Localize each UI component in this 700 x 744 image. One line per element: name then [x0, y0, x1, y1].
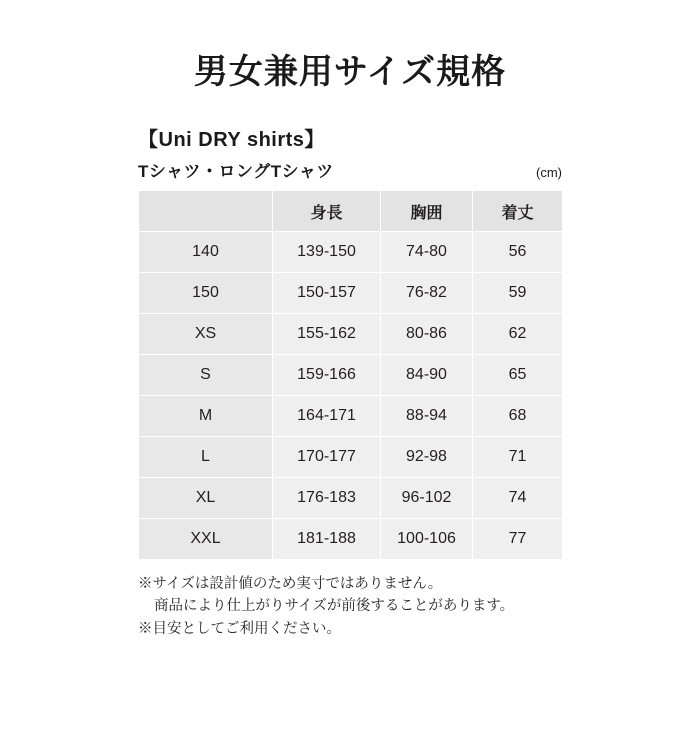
cell-size: XS — [139, 314, 273, 355]
size-chart-page — [0, 44, 700, 744]
cell-length: 74 — [473, 478, 563, 519]
note-line: ※目安としてご利用ください。 — [138, 620, 341, 637]
cell-height: 181-188 — [273, 519, 381, 560]
table-row — [139, 396, 563, 437]
cell-length: 68 — [473, 396, 563, 437]
cell-size: S — [139, 355, 273, 396]
cell-height: 159-166 — [273, 355, 381, 396]
notes — [138, 573, 562, 640]
cell-length: 62 — [473, 314, 563, 355]
cell-size: XL — [139, 478, 273, 519]
page-title: 男女兼用サイズ規格 — [193, 53, 507, 91]
table-row — [139, 437, 563, 478]
table-row — [139, 355, 563, 396]
cell-chest: 76-82 — [381, 273, 473, 314]
cell-size: 150 — [139, 273, 273, 314]
table-row — [139, 478, 563, 519]
cell-length: 59 — [473, 273, 563, 314]
table-row — [139, 314, 563, 355]
table-header — [139, 191, 563, 232]
column-header-chest: 胸囲 — [381, 191, 473, 232]
note-line: 商品により仕上がりサイズが前後することがあります。 — [154, 598, 515, 615]
cell-length: 65 — [473, 355, 563, 396]
cell-length: 71 — [473, 437, 563, 478]
category-row — [138, 157, 562, 182]
table-row — [139, 519, 563, 560]
cell-size: M — [139, 396, 273, 437]
table-row — [139, 232, 563, 273]
cell-height: 164-171 — [273, 396, 381, 437]
cell-length: 56 — [473, 232, 563, 273]
cell-chest: 100-106 — [381, 519, 473, 560]
cell-height: 176-183 — [273, 478, 381, 519]
product-line-label: 【Uni DRY shirts】 — [138, 129, 325, 151]
cell-size: XXL — [139, 519, 273, 560]
cell-height: 139-150 — [273, 232, 381, 273]
cell-chest: 88-94 — [381, 396, 473, 437]
note-line: ※サイズは設計値のため実寸ではありません。 — [138, 576, 443, 592]
cell-height: 150-157 — [273, 273, 381, 314]
cell-height: 155-162 — [273, 314, 381, 355]
chart-content — [138, 123, 562, 640]
cell-chest: 80-86 — [381, 314, 473, 355]
column-header-height: 身長 — [273, 191, 381, 232]
cell-height: 170-177 — [273, 437, 381, 478]
column-header-length: 着丈 — [473, 191, 563, 232]
category-label: Tシャツ・ロングTシャツ — [138, 162, 334, 181]
unit-label: (cm) — [536, 165, 562, 180]
cell-length: 77 — [473, 519, 563, 560]
column-header-size — [139, 191, 273, 232]
cell-size: L — [139, 437, 273, 478]
cell-chest: 92-98 — [381, 437, 473, 478]
cell-chest: 74-80 — [381, 232, 473, 273]
table-header-row — [139, 191, 563, 232]
cell-size: 140 — [139, 232, 273, 273]
cell-chest: 84-90 — [381, 355, 473, 396]
cell-chest: 96-102 — [381, 478, 473, 519]
table-row — [139, 273, 563, 314]
table-body — [139, 232, 563, 560]
size-table — [138, 190, 563, 560]
